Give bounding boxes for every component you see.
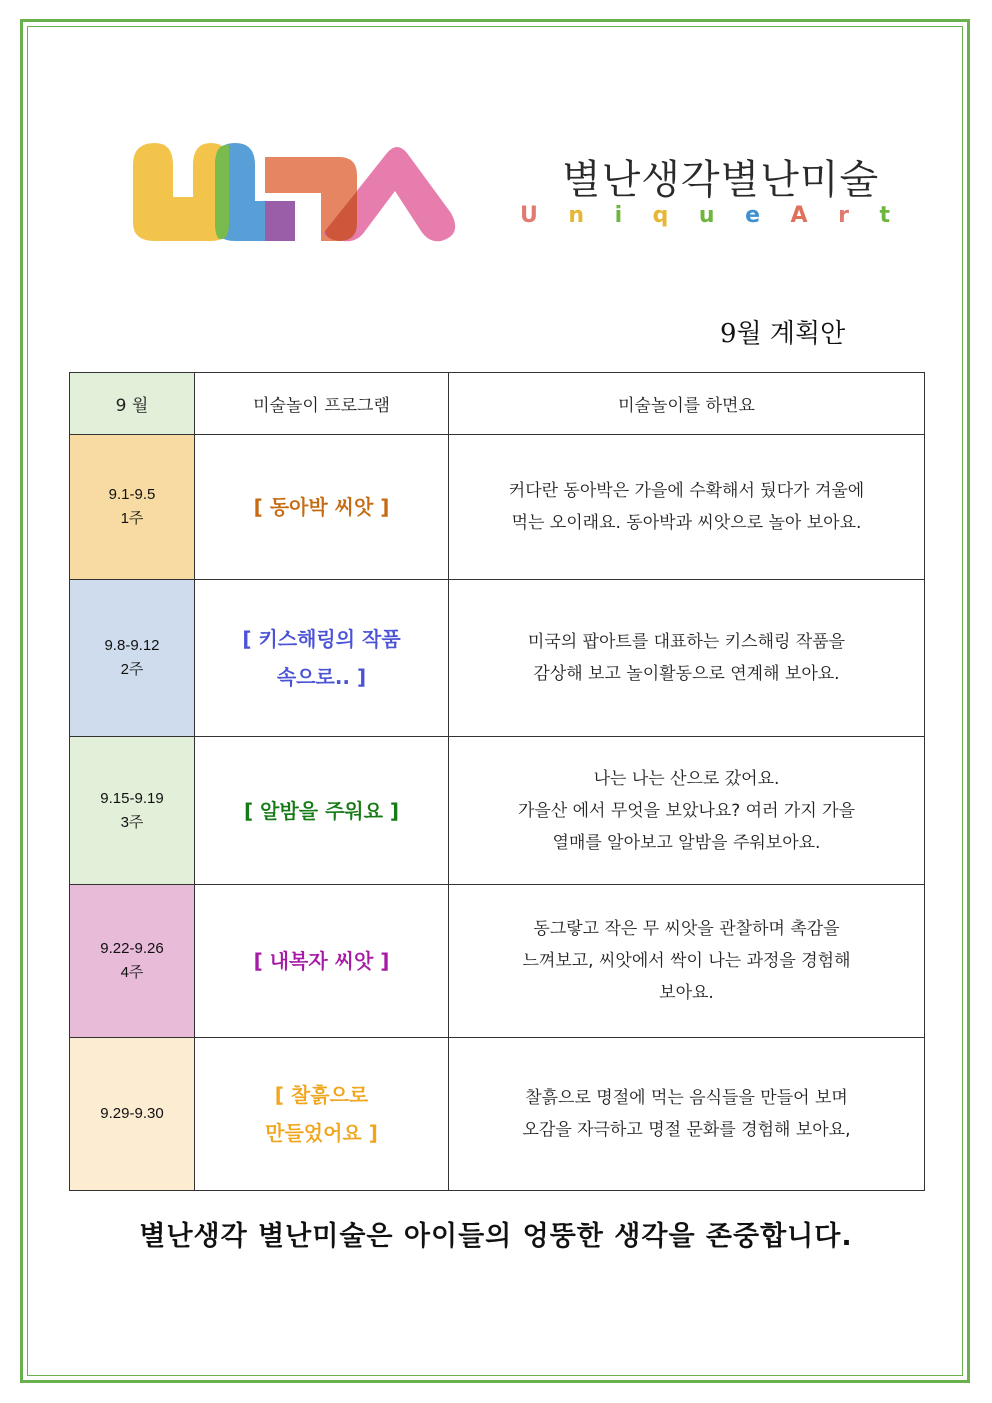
brand-letter: q (652, 203, 669, 228)
footer-slogan: 별난생각 별난미술은 아이들의 엉뚱한 생각을 존중합니다. (139, 1221, 853, 1252)
week-date: 9.1-9.5 (108, 486, 156, 503)
program-cell (195, 885, 449, 1038)
table-row (70, 737, 925, 885)
week-date: 9.22-9.26 (100, 940, 164, 957)
week-number: 4주 (120, 964, 144, 981)
program-title-line: [ 동아박 씨앗 ] (253, 495, 390, 519)
program-title-line: [ 키스해링의 작품 (242, 627, 401, 651)
header-program: 미술놀이 프로그램 (195, 373, 449, 435)
description-line: 보아요. (659, 983, 714, 1003)
table-row (70, 1038, 925, 1191)
week-number: 1주 (120, 510, 144, 527)
header-description: 미술놀이를 하면요 (449, 373, 925, 435)
brand-title-english (520, 203, 890, 228)
description-cell (449, 435, 925, 580)
brand-letter: r (838, 203, 849, 228)
description-cell (449, 737, 925, 885)
description-line: 먹는 오이래요. 동아박과 씨앗으로 놀아 보아요. (511, 513, 862, 533)
description-line: 동그랗고 작은 무 씨앗을 관찰하며 촉감을 (533, 919, 840, 939)
program-cell (195, 737, 449, 885)
description-cell (449, 885, 925, 1038)
brand-letter: u (698, 203, 715, 228)
description-line: 나는 나는 산으로 갔어요. (593, 768, 780, 789)
week-cell (70, 737, 195, 885)
description-line: 열매를 알아보고 알밤을 주워보아요. (552, 832, 821, 853)
brand-letter: i (614, 203, 623, 228)
program-title-line: [ 찰흙으로 (274, 1083, 369, 1107)
monthly-plan-table (69, 372, 925, 1191)
week-number: 2주 (120, 661, 144, 678)
week-cell (70, 1038, 195, 1191)
description-line: 미국의 팝아트를 대표하는 키스해링 작품을 (527, 632, 846, 652)
description-cell (449, 1038, 925, 1191)
program-title-line: [ 알밤을 주워요 ] (243, 798, 400, 823)
program-cell (195, 580, 449, 737)
description-cell (449, 580, 925, 737)
program-title-line: 만들었어요 ] (265, 1121, 378, 1145)
description-line: 느껴보고, 씨앗에서 싹이 나는 과정을 경험해 (522, 951, 851, 971)
program-title-line: [ 내복자 씨앗 ] (253, 949, 390, 973)
table-row (70, 885, 925, 1038)
week-cell (70, 580, 195, 737)
description-line: 찰흙으로 명절에 먹는 음식들을 만들어 보며 (525, 1088, 848, 1108)
brand-letter: t (879, 203, 890, 228)
table-row (70, 580, 925, 737)
table-row (70, 435, 925, 580)
brand-letter: A (790, 203, 808, 228)
unique-art-logo (125, 135, 460, 247)
brand-title-korean: 별난생각별난미술 (562, 157, 880, 203)
description-line: 가을산 에서 무엇을 보았나요? 여러 가지 가을 (517, 800, 856, 821)
description-line: 커다란 동아박은 가을에 수확해서 뒀다가 겨울에 (508, 481, 865, 501)
week-date: 9.8-9.12 (104, 637, 160, 654)
program-cell (195, 1038, 449, 1191)
week-cell (70, 885, 195, 1038)
table-header-row (70, 373, 925, 435)
header-month: 9 월 (70, 373, 195, 435)
brand-letter: n (568, 203, 585, 228)
brand-letter: U (520, 203, 538, 228)
brand-letter: e (745, 203, 761, 228)
program-title-line: 속으로.. ] (276, 665, 367, 689)
week-date: 9.29-9.30 (100, 1105, 164, 1122)
description-line: 감상해 보고 놀이활동으로 연계해 보아요. (533, 664, 840, 684)
week-date: 9.15-9.19 (100, 789, 164, 807)
week-cell (70, 435, 195, 580)
description-line: 오감을 자극하고 명절 문화를 경험해 보아요, (522, 1120, 851, 1140)
plan-title: 9월 계획안 (720, 319, 846, 349)
week-number: 3주 (120, 813, 144, 831)
program-cell (195, 435, 449, 580)
